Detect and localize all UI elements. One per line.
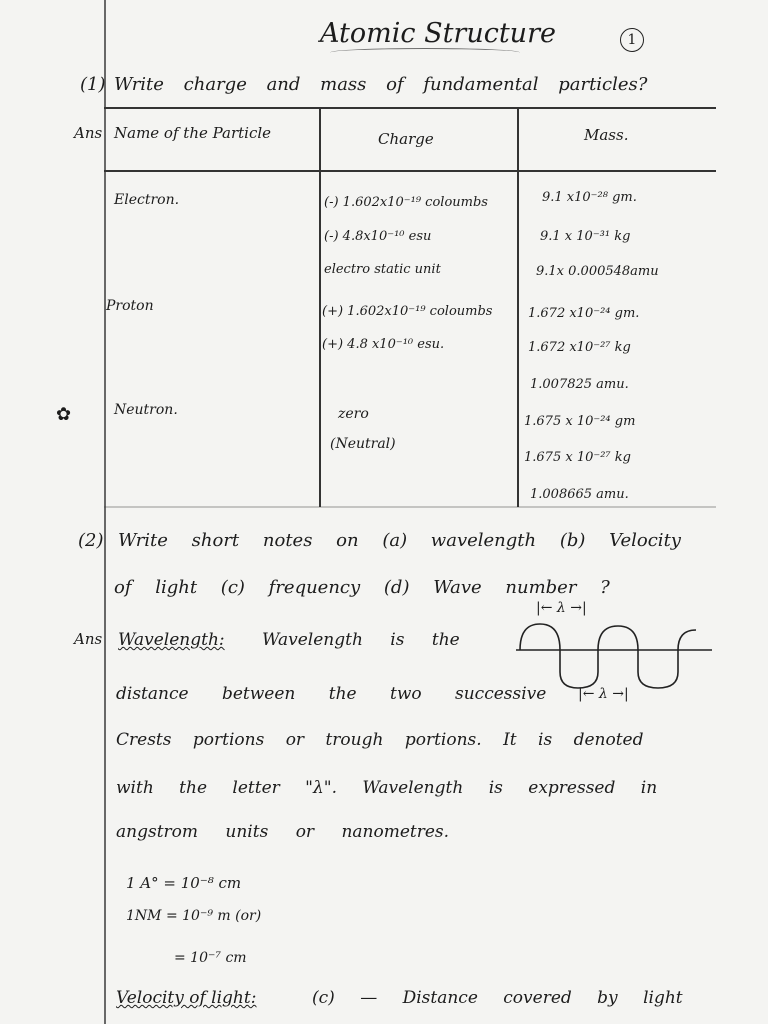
title-underline [330,48,520,57]
wavelength-line-4: with the letter "λ". Wavelength is expressed in [116,778,658,798]
table-col-divider-2 [517,107,519,507]
row-electron-mass-3: 9.1x 0.000548amu [536,264,659,279]
table-header-charge: Charge [378,130,434,148]
flower-mark-icon: ✿ [56,404,72,425]
lambda-bottom-label: |← λ →| [578,686,629,702]
row-neutron-mass-2: 1.675 x 10⁻²⁷ kg [524,450,631,465]
wavelength-line-2: distance between the two successive [116,684,547,704]
wavelength-line-1: Wavelength is the [262,630,460,650]
row-neutron-charge-1: zero [338,406,369,422]
formula-angstrom: 1 A° = 10⁻⁸ cm [126,874,242,892]
velocity-text: (c) — Distance covered by light [312,988,683,1008]
row-electron-mass-2: 9.1 x 10⁻³¹ kg [540,229,631,244]
page-number-circle: 1 [620,28,644,52]
q1-text: Write charge and mass of fundamental particles? [114,74,648,95]
table-header-border [104,170,716,172]
q2-ans-label: Ans [74,630,103,648]
row-neutron-mass-1: 1.675 x 10⁻²⁴ gm [524,414,636,429]
row-proton-charge-2: (+) 4.8 x10⁻¹⁰ esu. [322,337,445,352]
row-electron-charge-1: (-) 1.602x10⁻¹⁹ coloumbs [324,195,488,210]
velocity-heading: Velocity of light: [116,988,257,1008]
wavelength-line-3: Crests portions or trough portions. It is denoted [116,730,644,750]
margin-line [104,0,106,1024]
row-proton-mass-1: 1.672 x10⁻²⁴ gm. [528,306,640,321]
page-title: Atomic Structure [320,18,556,49]
row-proton-charge-1: (+) 1.602x10⁻¹⁹ coloumbs [322,304,493,319]
row-proton-name: Proton [106,298,154,314]
row-proton-mass-3: 1.007825 amu. [530,377,629,392]
row-neutron-mass-3: 1.008665 amu. [530,487,629,502]
formula-cm: = 10⁻⁷ cm [174,950,247,966]
table-header-mass: Mass. [584,126,629,144]
row-electron-mass-1: 9.1 x10⁻²⁸ gm. [542,190,637,205]
q2-line-1: Write short notes on (a) wavelength (b) Velocity [118,530,681,551]
table-header-name: Name of the Particle [114,124,272,142]
lambda-top-label: |← λ →| [536,600,587,616]
row-neutron-name: Neutron. [114,402,178,418]
table-bottom [104,506,716,508]
formula-nm: 1NM = 10⁻⁹ m (or) [126,908,262,924]
row-neutron-charge-2: (Neutral) [330,436,396,452]
table-col-divider-1 [319,107,321,507]
wavelength-heading: Wavelength: [118,630,225,650]
q2-number: (2) [78,530,104,551]
row-electron-charge-2: (-) 4.8x10⁻¹⁰ esu [324,229,432,244]
q2-line-2: of light (c) frequency (d) Wave number ? [114,577,610,598]
row-electron-name: Electron. [114,192,180,208]
q1-ans-label: Ans [74,124,103,142]
wavelength-line-5: angstrom units or nanometres. [116,822,450,842]
table-top-border [104,107,716,109]
q1-number: (1) [80,74,106,95]
row-proton-mass-2: 1.672 x10⁻²⁷ kg [528,340,631,355]
row-electron-charge-3: electro static unit [324,262,441,277]
